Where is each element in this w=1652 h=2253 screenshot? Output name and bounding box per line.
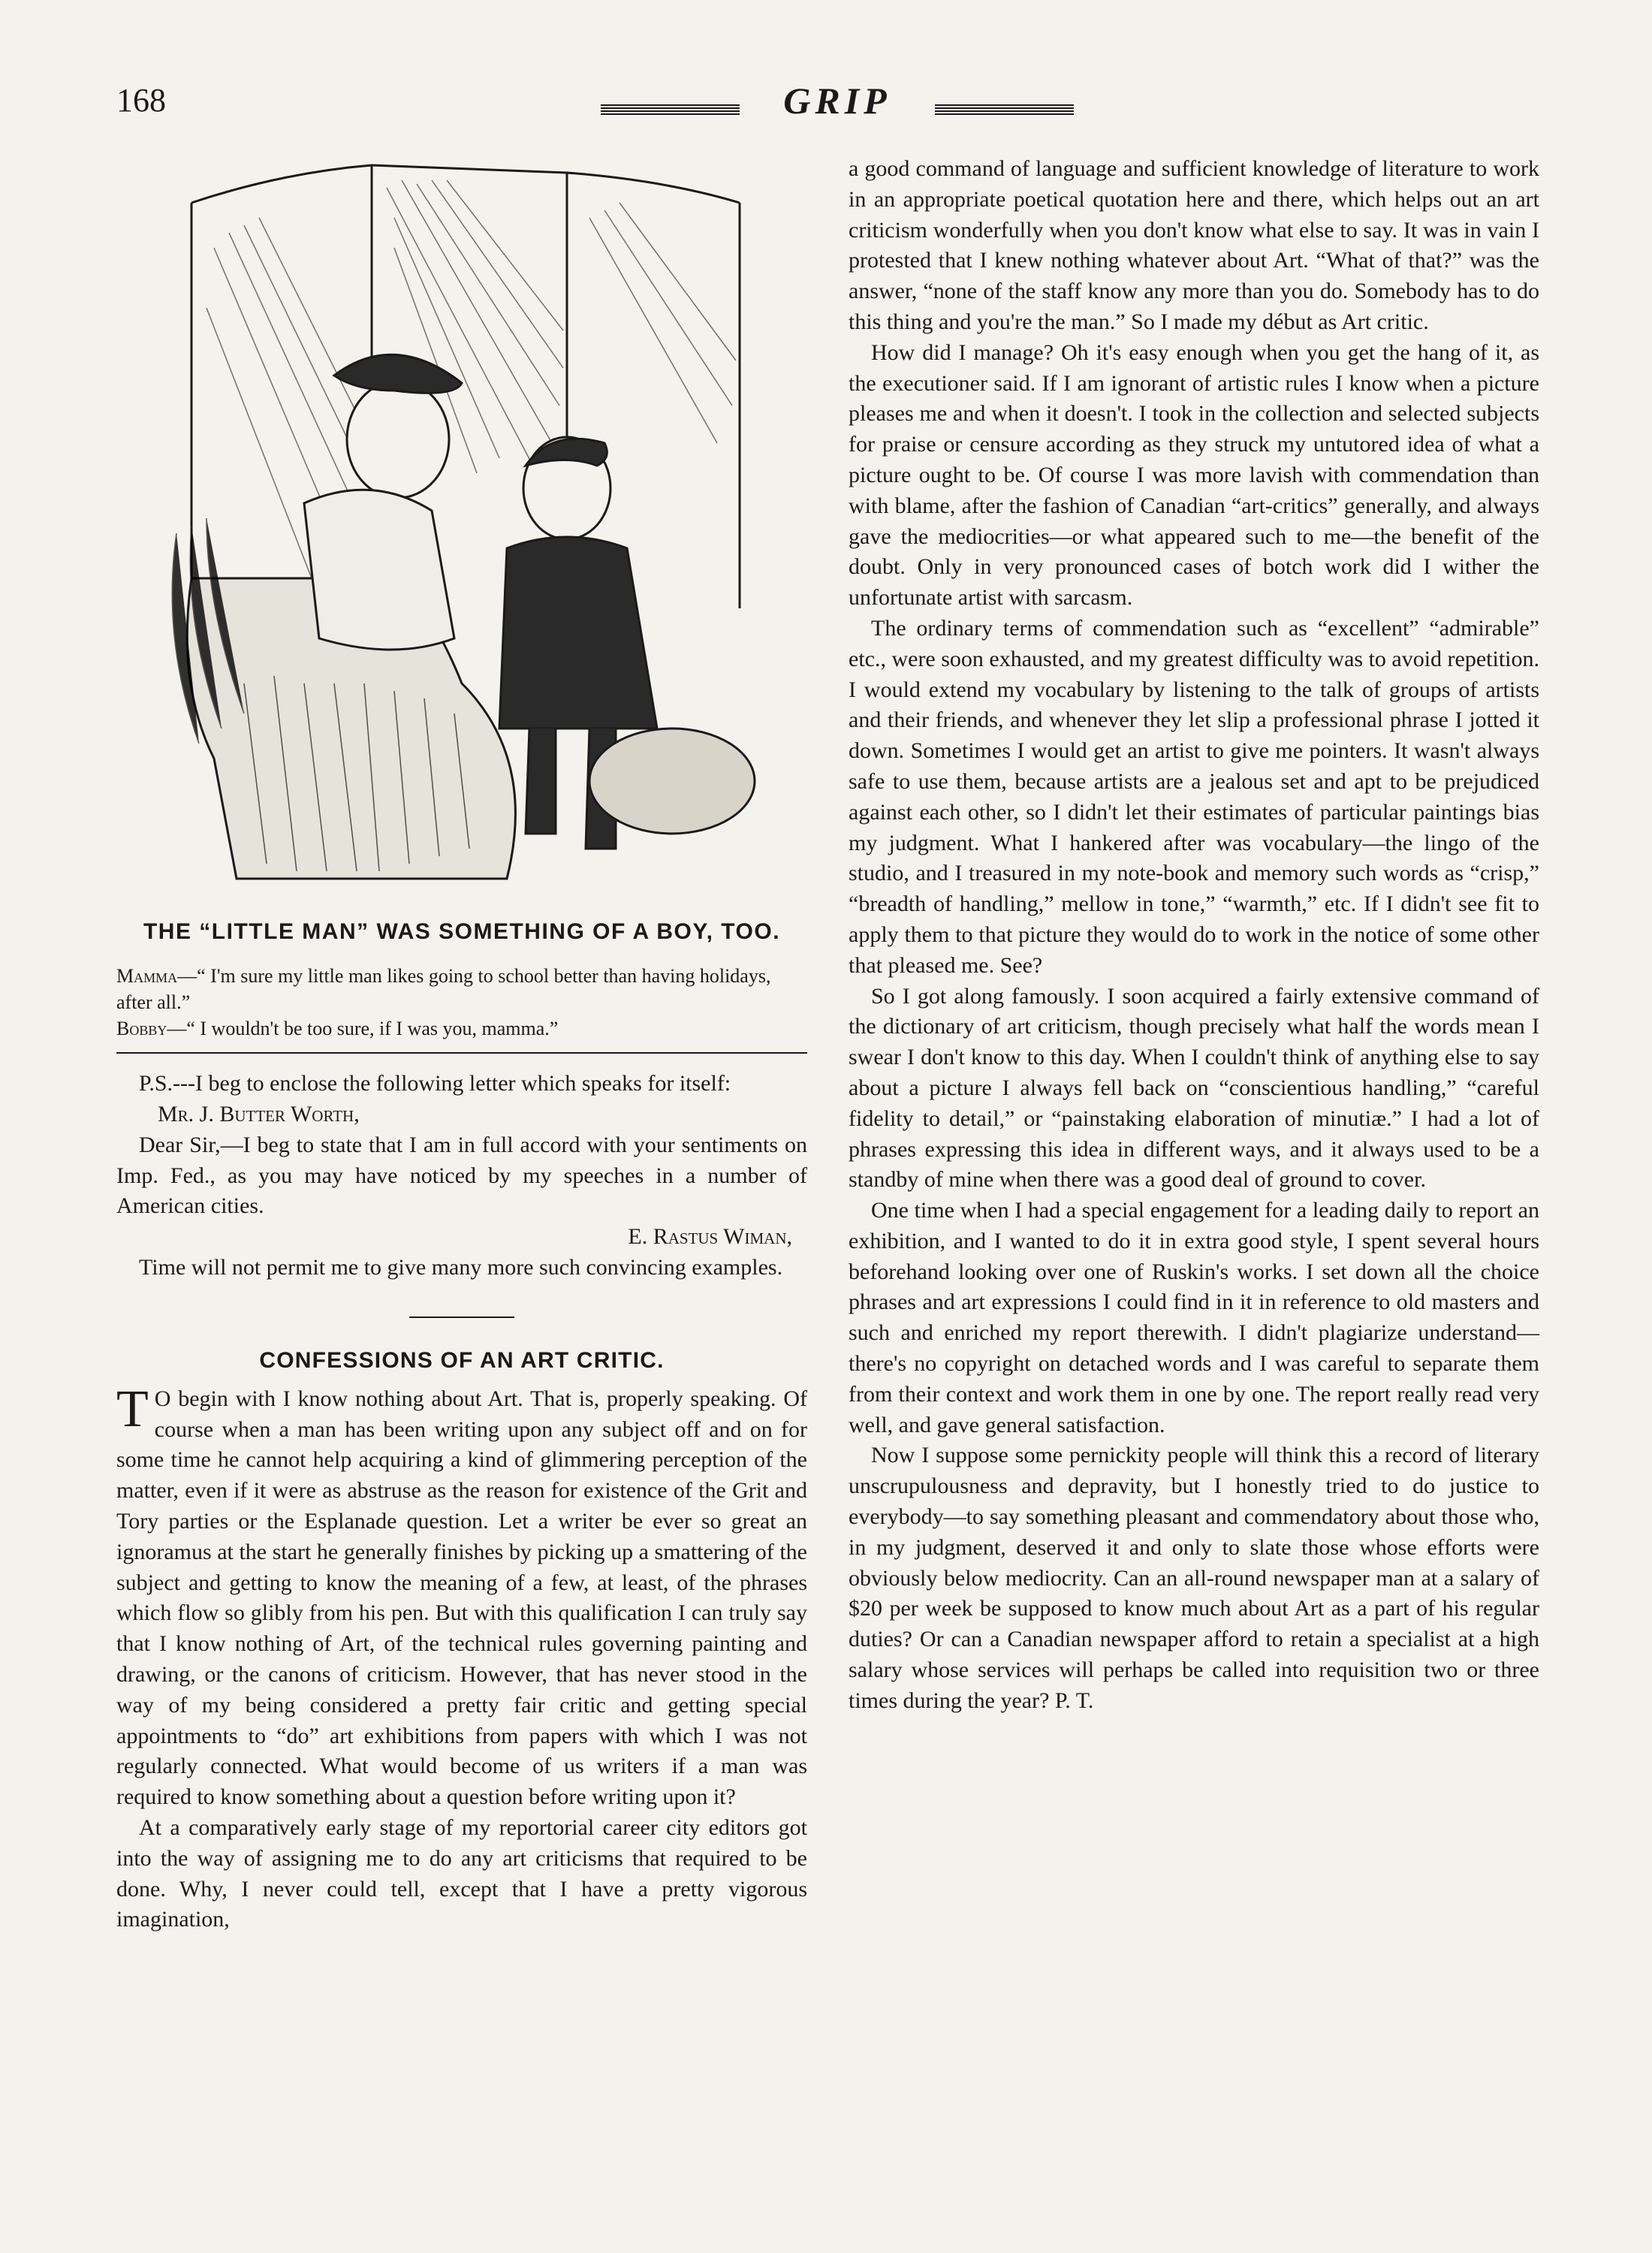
cartoon-engraving — [146, 158, 777, 894]
article-title: CONFESSIONS OF AN ART CRITIC. — [259, 1347, 665, 1373]
article-paragraph-3: How did I manage? Oh it's easy enough when you get the hang of it, as the executioner said. If I am ignorant of artistic rules I know when a picture pleases me and when it doesn't. I took in the collection and selected subjects for praise or censure according as they struck my untutored idea of what a picture ought to be. Of course I was more lavish with commendation than with blame, after the fashion of Canadian “art-critics” generally, and always gave the mediocrities—or what appeared such to me—the benefit of the doubt. Only in very pronounced cases of botch work did I wither the unfortunate artist with sarcasm. — [849, 339, 1539, 611]
article-paragraph-2-continued: a good command of language and sufficient knowledge of literature to work in an appropriate poetical quotation here and there, which helps out an art criticism wonderfully when you don't know what else to say. It was in vain I protested that I knew nothing whatever about Art. “What of that?” was the answer, “none of the staff know any more than you do. Somebody has to do this thing and you're the man.” So I made my début as Art critic. — [849, 156, 1539, 334]
cartoon-line-bobby — [116, 1015, 807, 1042]
article-paragraph-1 — [116, 1380, 807, 1813]
masthead — [601, 79, 1074, 124]
masthead-title: GRIP — [783, 80, 891, 122]
letter-addressee: Mr. J. Butter Worth, — [158, 1102, 360, 1127]
speaker-mamma: Mamma — [116, 965, 178, 987]
letter-signature: E. Rastus Wiman, — [628, 1224, 792, 1250]
left-column — [116, 158, 807, 1935]
bobby-speech: —“ I wouldn't be too sure, if I was you, mamma.” — [167, 1018, 559, 1040]
article-paragraph-7: Now I suppose some pernickity people will think this a record of literary unscrupulousness and depravity, but I honestly tried to do justice to everybody—to say something pleasant and commendatory about those who, in my judgment, deserved it and only to slate those whose efforts were obviously below mediocrity. Can an all-round newspaper man at a salary of $20 per week be supposed to know much about Art as a part of his regular duties? Or can a Canadian newspaper afford to retain a specialist at a high salary whose services will perhaps be called into requisition two or three times during the year? P. T. — [849, 1443, 1539, 1713]
article-paragraph-2: At a comparatively early stage of my reportorial career city editors got into the way of assigning me to do any art criticisms that required to be done. Why, I never could tell, except that I have a pretty vigorous imagination, — [116, 1815, 807, 1932]
article-paragraph-1-text: O begin with I know nothing about Art. That is, properly speaking. Of course when a man has been writing upon any subject off and on for some time he cannot help acquiring a kind of glimmering perception of the matter, even if it were as abstruse as the reason for existence of the Grit and Tory parties or the Esplanade question. Let a writer be ever so great an ignoramus at the start he generally finishes by picking up a smattering of the subject and getting to know the meaning of a few, at least, of the phrases which flow so glibly from his pen. But with this qualification I can truly say that I know nothing of Art, of the technical rules governing painting and drawing, or the canons of criticism. However, that has never stood in the way of my being considered a pretty fair critic and getting special appointments to “do” art exhibitions from papers with which I was not regularly connected. What would become of us writers if a man was required to know something about a question before writing upon it? — [116, 1386, 807, 1810]
masthead-rule-right — [935, 104, 1074, 115]
section-divider — [409, 1317, 514, 1318]
postscript-intro: P.S.---I beg to enclose the following letter which speaks for itself: — [139, 1071, 731, 1096]
cartoon-title: THE “LITTLE MAN” WAS SOMETHING OF A BOY, TOO. — [143, 919, 781, 944]
drop-cap: T — [116, 1380, 149, 1438]
mamma-speech: —“ I'm sure my little man likes going to school better than having holidays, after all.” — [116, 965, 771, 1014]
letter-text: Dear Sir,—I beg to state that I am in full accord with your sentiments on Imp. Fed., as you may have noticed by my speeches in a number of American cities. — [116, 1132, 807, 1219]
page-number: 168 — [116, 82, 166, 119]
article-paragraph-6: One time when I had a special engagement for a leading daily to report an exhibition, and I wanted to do it in extra good style, I spent several hours beforehand looking over one of Ruskin's works. I set down all the choice phrases and art expressions I could find in it in reference to old masters and such and enriched my report therewith. I didn't plagiarize understand—there's no copyright on detached words and I was careful to separate them from their context and work them in one by one. The report really read very well, and gave general satisfaction. — [849, 1198, 1539, 1437]
article-paragraph-4: The ordinary terms of commendation such as “excellent” “admirable” etc., were soon exhausted, and my greatest difficulty was to avoid repetition. I would extend my vocabulary by listening to the talk of groups of artists and their friends, and whenever they let slip a professional phrase I jotted it down. Sometimes I would get an artist to give me pointers. It wasn't always safe to use them, because artists are a jealous set and apt to be prejudiced against each other, so I didn't let their estimates of particular paintings bias my judgment. What I hankered after was vocabulary—the lingo of the studio, and I treasured in my note-book and memory such words as “crisp,” “breadth of handling,” mellow in tone,” “warmth,” etc. If I didn't see fit to apply them to that picture they would do to work in the notice of some other that pleased me. See? — [849, 615, 1540, 978]
cartoon-illustration — [146, 158, 777, 894]
speaker-bobby: Bobby — [116, 1018, 167, 1040]
right-column — [849, 154, 1539, 1717]
article-paragraph-5: So I got along famously. I soon acquired a fairly extensive command of the dictionary of art criticism, though precisely what half the words mean I swear I don't know to this day. When I couldn't think of anything else to say about a picture I always fell back on “conscientious handling,” “careful fidelity to detail,” or “painstaking elaboration of minutiæ.” I had a lot of phrases expressing this idea in different ways, and it always used to be a standby of mine when there was a good deal of ground to cover. — [849, 983, 1539, 1193]
postscript-closing: Time will not permit me to give many more such convincing examples. — [139, 1255, 783, 1280]
caption-divider — [116, 1052, 807, 1054]
cartoon-line-mamma — [116, 963, 807, 1015]
